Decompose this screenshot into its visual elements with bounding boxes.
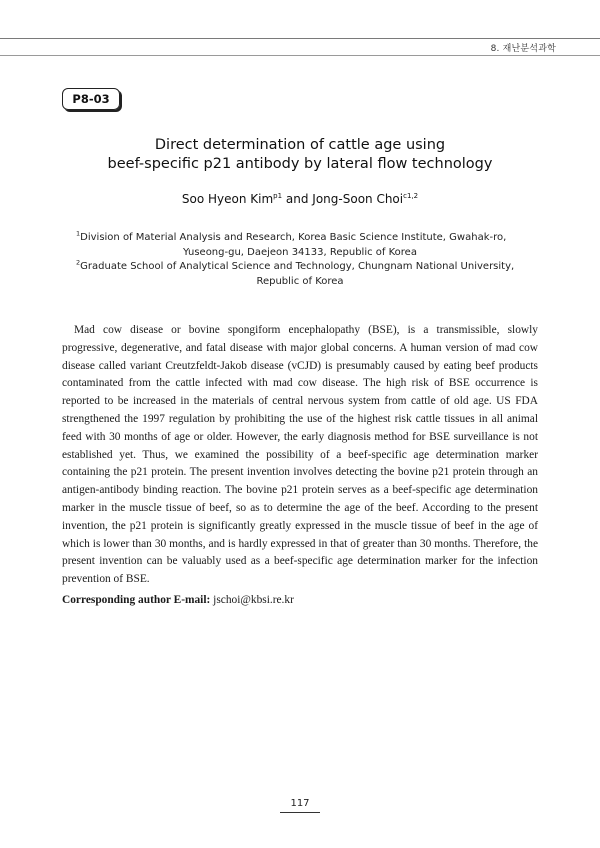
poster-code-badge: P8-03 xyxy=(62,88,120,110)
header-rule-bottom xyxy=(0,55,600,56)
page-number: 117 xyxy=(290,798,310,809)
affiliation-2 xyxy=(76,259,524,289)
paper-title xyxy=(0,136,600,174)
author-2-superscript: c1,2 xyxy=(403,192,419,200)
author-1-name: Soo Hyeon Kim xyxy=(181,192,274,206)
title-line-2: beef-specific p21 antibody by lateral flow technology xyxy=(107,156,493,172)
author-joiner: and xyxy=(285,192,309,206)
author-list xyxy=(0,192,600,206)
author-1-superscript: p1 xyxy=(273,192,283,200)
affiliation-1-line-2: Yuseong-gu, Daejeon 34133, Republic of Korea xyxy=(183,247,417,258)
page-number-underline xyxy=(280,812,320,813)
affiliation-1-line-1: Division of Material Analysis and Research, Korea Basic Science Institute, Gwahak-ro, xyxy=(80,232,507,243)
title-line-1: Direct determination of cattle age using xyxy=(154,137,446,153)
author-2-name: Jong-Soon Choi xyxy=(312,192,404,206)
abstract-body: Mad cow disease or bovine spongiform encephalopathy (BSE), is a transmissible, slowly progressive, degenerative, and fatal disease with major global concerns. A human version of mad cow disease called variant Creutzfeldt-Jakob disease (vCJD) is presumably caused by eating beef products contaminated from the cattle infected with mad cow disease. The high risk of BSE occurrence is reported to be increased in the materials of central nervous system from cattle of old age. US FDA strengthened the 1997 regulation by prohibiting the use of the highest risk cattle tissues in all animal feed with 30 months of age or older. However, the early diagnosis method for BSE surveillance is not established yet. Thus, we examined the possibility of a beef-specific age determination marker containing the p21 protein. The present invention involves detecting the bovine p21 protein through an antigen-antibody binding reaction. The bovine p21 protein serves as a beef-specific age determination marker in the muscle tissue of beef, so as to determine the age of the beef. According to the present invention, the p21 protein is significantly greatly expressed in the muscle tissue of beef in the age of which is lower than 30 months, and is hardly expressed in that of greater than 30 months. Therefore, the present invention can be valuably used as a beef-specific age determination marker for the infection prevention of BSE. xyxy=(62,324,538,586)
corresponding-author xyxy=(62,594,538,606)
section-label: 8. 재난분석과학 xyxy=(490,44,556,54)
affiliation-2-line-2: Republic of Korea xyxy=(256,276,344,287)
affiliation-2-line-1: Graduate School of Analytical Science and Technology, Chungnam National University, xyxy=(80,261,515,272)
affiliation-1-superscript: 1 xyxy=(76,229,81,238)
header-rule-top xyxy=(0,38,600,39)
corresponding-author-label: Corresponding author E-mail: xyxy=(62,594,211,606)
affiliation-1 xyxy=(76,230,524,260)
affiliation-2-superscript: 2 xyxy=(76,258,81,267)
corresponding-author-email: jschoi@kbsi.re.kr xyxy=(213,594,294,606)
